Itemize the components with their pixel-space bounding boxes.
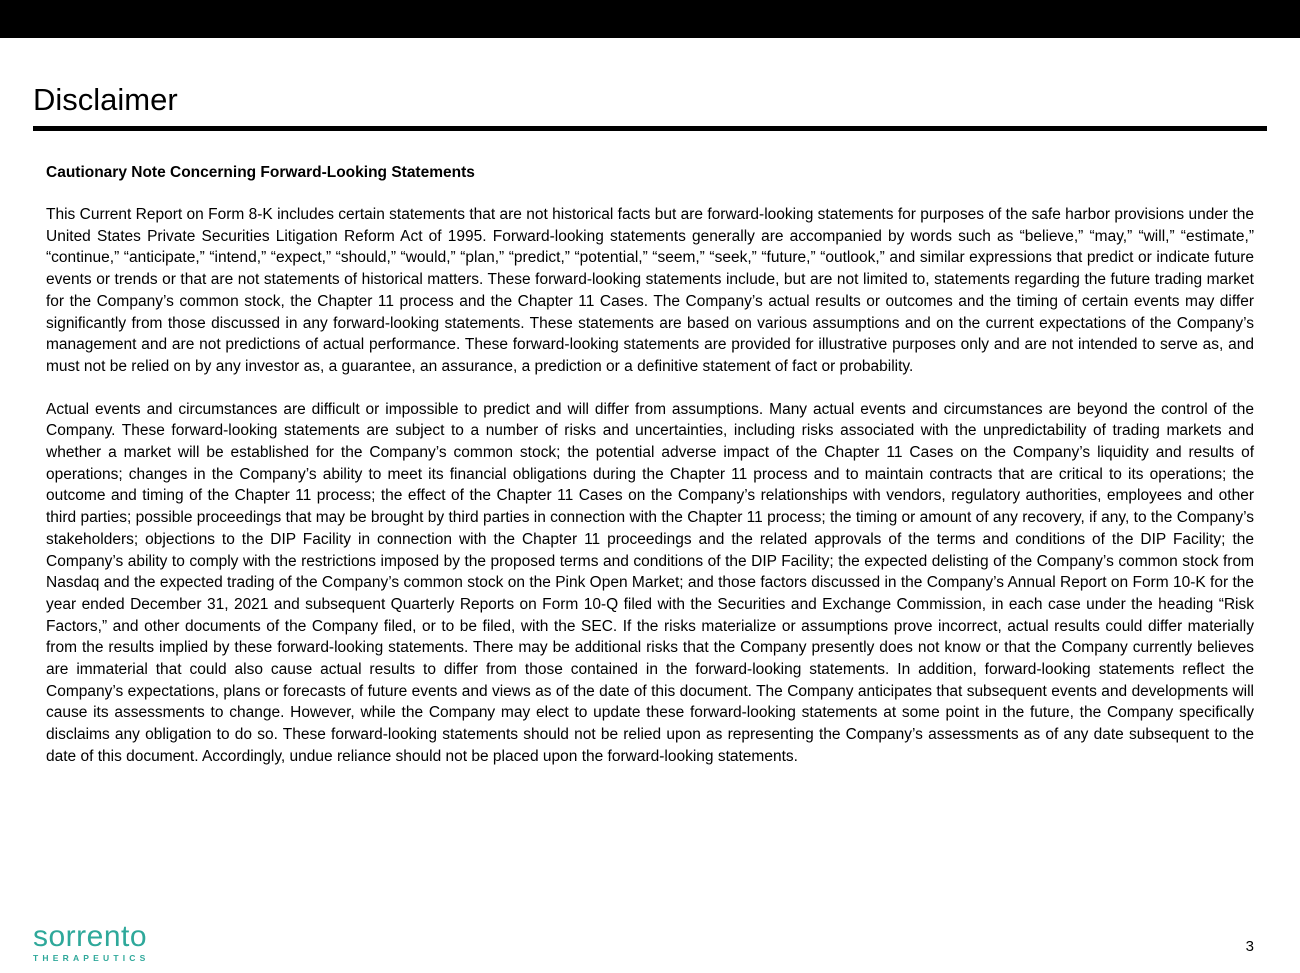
logo-subtitle: THERAPEUTICS <box>33 952 150 963</box>
disclaimer-content <box>46 164 1254 789</box>
title-rule <box>33 126 1267 131</box>
logo-wordmark: sorrento <box>33 919 148 953</box>
page-number: 3 <box>1245 938 1254 955</box>
top-bar <box>0 0 1300 38</box>
sorrento-logo <box>33 919 150 963</box>
section-heading: Cautionary Note Concerning Forward-Looking Statements <box>46 164 475 181</box>
paragraph-forward-looking-2: Actual events and circumstances are difficult or impossible to predict and will differ from assumptions. Many actual events and circumstances are beyond the control of the Company. These forward-looking statements are subject to a number of risks and uncertainties, including risks associated with the unpredictability of trading markets and whether a market will be established for the Company’s common stock; the potential adverse impact of the Chapter 11 Cases on the Company’s liquidity and results of operations; changes in the Company’s ability to meet its financial obligations during the Chapter 11 process and to maintain contracts that are critical to its operations; the outcome and timing of the Chapter 11 process; the effect of the Chapter 11 Cases on the Company’s relationships with vendors, regulatory authorities, employees and other third parties; possible proceedings that may be brought by third parties in connection with the Chapter 11 process; the timing or amount of any recovery, if any, to the Company’s stakeholders; objections to the DIP Facility in connection with the Chapter 11 proceedings and the related approvals of the terms and conditions of the DIP Facility; the Company’s ability to comply with the restrictions imposed by the proposed terms and conditions of the DIP Facility; the expected delisting of the Company’s common stock from Nasdaq and the expected trading of the Company’s common stock on the Pink Open Market; and those factors discussed in the Company’s Annual Report on Form 10-K for the year ended December 31, 2021 and subsequent Quarterly Reports on Form 10-Q filed with the Securities and Exchange Commission, in each case under the heading “Risk Factors,” and other documents of the Company filed, or to be filed, with the SEC. If the risks materialize or assumptions prove incorrect, actual results could differ materially from the results implied by these forward-looking statements. There may be additional risks that the Company presently does not know or that the Company currently believes are immaterial that could also cause actual results to differ from those contained in the forward-looking statements. In addition, forward-looking statements reflect the Company’s expectations, plans or forecasts of future events and views as of the date of this document. The Company anticipates that subsequent events and developments will cause its assessments to change. However, while the Company may elect to update these forward-looking statements at some point in the future, the Company specifically disclaims any obligation to do so. These forward-looking statements should not be relied upon as representing the Company’s assessments as of any date subsequent to the date of this document. Accordingly, undue reliance should not be placed upon the forward-looking statements. <box>46 400 1254 765</box>
page-title: Disclaimer <box>33 82 178 117</box>
paragraph-forward-looking-1: This Current Report on Form 8-K includes certain statements that are not historical facts but are forward-looking statements for purposes of the safe harbor provisions under the United States Private Securities Litigation Reform Act of 1995. Forward-looking statements generally are accompanied by words such as “believe,” “may,” “will,” “estimate,” “continue,” “anticipate,” “intend,” “expect,” “should,” “would,” “plan,” “predict,” “potential,” “seem,” “seek,” “future,” “outlook,” and similar expressions that predict or indicate future events or trends or that are not statements of historical matters. These forward-looking statements include, but are not limited to, statements regarding the future trading market for the Company’s common stock, the Chapter 11 process and the Chapter 11 Cases. The Company’s actual results or outcomes and the timing of certain events may differ significantly from those discussed in any forward-looking statements. These statements are based on various assumptions and on the current expectations of the Company’s management and are not predictions of actual performance. These forward-looking statements are provided for illustrative purposes only and are not intended to serve as, and must not be relied on by any investor as, a guarantee, an assurance, a prediction or a definitive statement of fact or probability. <box>46 206 1254 375</box>
